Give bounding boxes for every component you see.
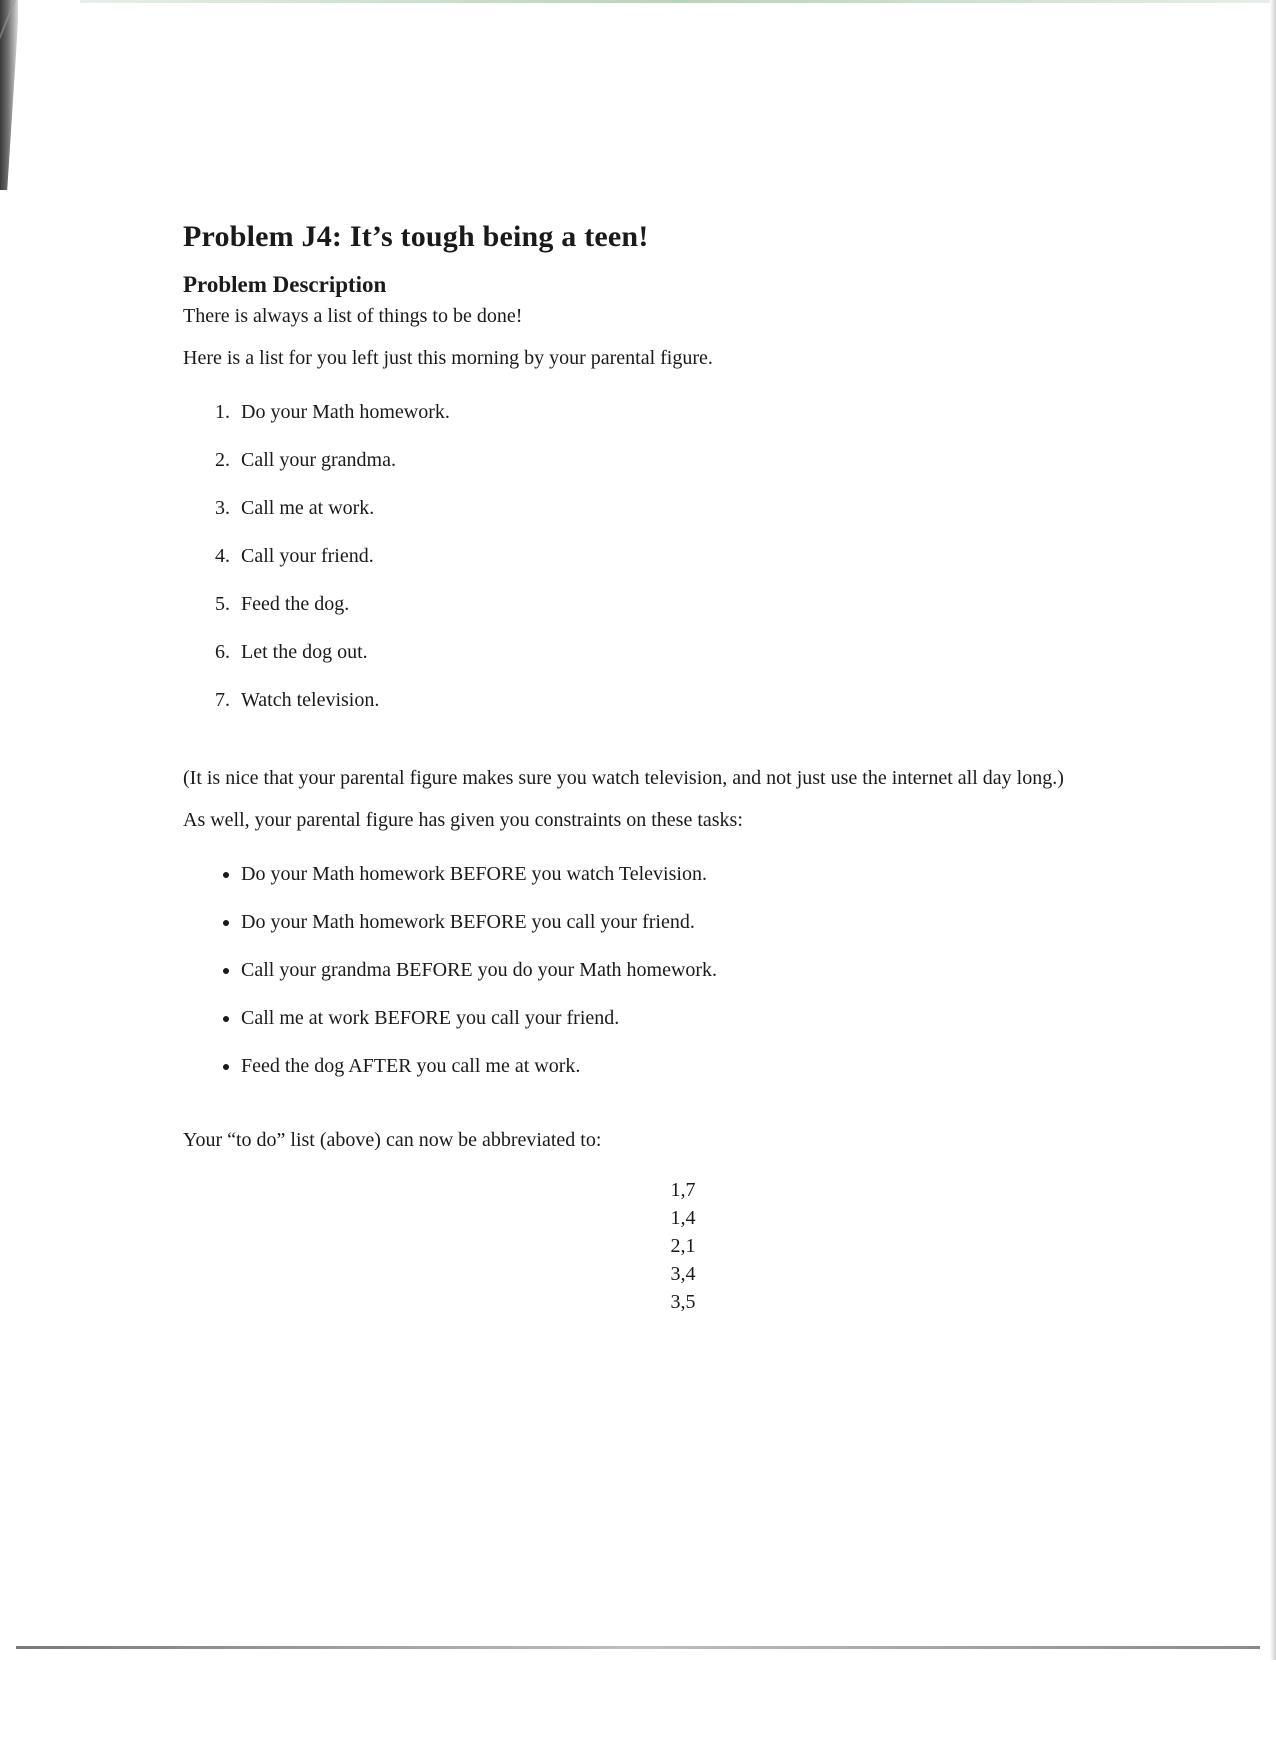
abbrev-pair: 1,4 bbox=[670, 1207, 696, 1229]
scan-right-edge bbox=[1270, 0, 1276, 1660]
list-intro-paragraph: Here is a list for you left just this morning by your parental figure. bbox=[183, 347, 713, 369]
abbreviated-list bbox=[183, 1176, 1103, 1316]
constraint-item: • Feed the dog AFTER you call me at work. bbox=[241, 1052, 1103, 1100]
task-item: 2. Call your grandma. bbox=[235, 446, 1103, 494]
task-item: 7. Watch television. bbox=[235, 686, 1103, 734]
task-item: 3. Call me at work. bbox=[235, 494, 1103, 542]
abbrev-pair: 3,4 bbox=[670, 1263, 696, 1285]
page-title: Problem J4: It’s tough being a teen! bbox=[183, 220, 649, 253]
constraint-item: • Call your grandma BEFORE you do your Math homework. bbox=[241, 956, 1103, 1004]
task-item: 5. Feed the dog. bbox=[235, 590, 1103, 638]
abbrev-pair: 1,7 bbox=[670, 1179, 696, 1201]
task-item: 6. Let the dog out. bbox=[235, 638, 1103, 686]
document-page bbox=[183, 220, 1103, 1316]
constraints-intro-paragraph: As well, your parental figure has given you constraints on these tasks: bbox=[183, 809, 743, 831]
constraint-item: • Do your Math homework BEFORE you call your friend. bbox=[241, 908, 1103, 956]
abbrev-pair: 3,5 bbox=[670, 1291, 696, 1313]
scan-page-fold bbox=[0, 0, 106, 200]
constraint-list bbox=[183, 860, 1103, 1100]
section-heading: Problem Description bbox=[183, 272, 387, 297]
task-item: 1. Do your Math homework. bbox=[235, 398, 1103, 446]
task-list bbox=[183, 398, 1103, 734]
scan-top-edge bbox=[80, 0, 1276, 3]
note-paragraph: (It is nice that your parental figure makes sure you watch television, and not just use the internet all day long.) bbox=[183, 767, 1064, 789]
constraint-item: • Call me at work BEFORE you call your friend. bbox=[241, 1004, 1103, 1052]
abbrev-pair: 2,1 bbox=[670, 1235, 696, 1257]
task-item: 4. Call your friend. bbox=[235, 542, 1103, 590]
scan-bottom-edge bbox=[16, 1646, 1260, 1649]
abbrev-intro-paragraph: Your “to do” list (above) can now be abbreviated to: bbox=[183, 1129, 602, 1151]
intro-paragraph: There is always a list of things to be done! bbox=[183, 305, 523, 327]
constraint-item: • Do your Math homework BEFORE you watch Television. bbox=[241, 860, 1103, 908]
